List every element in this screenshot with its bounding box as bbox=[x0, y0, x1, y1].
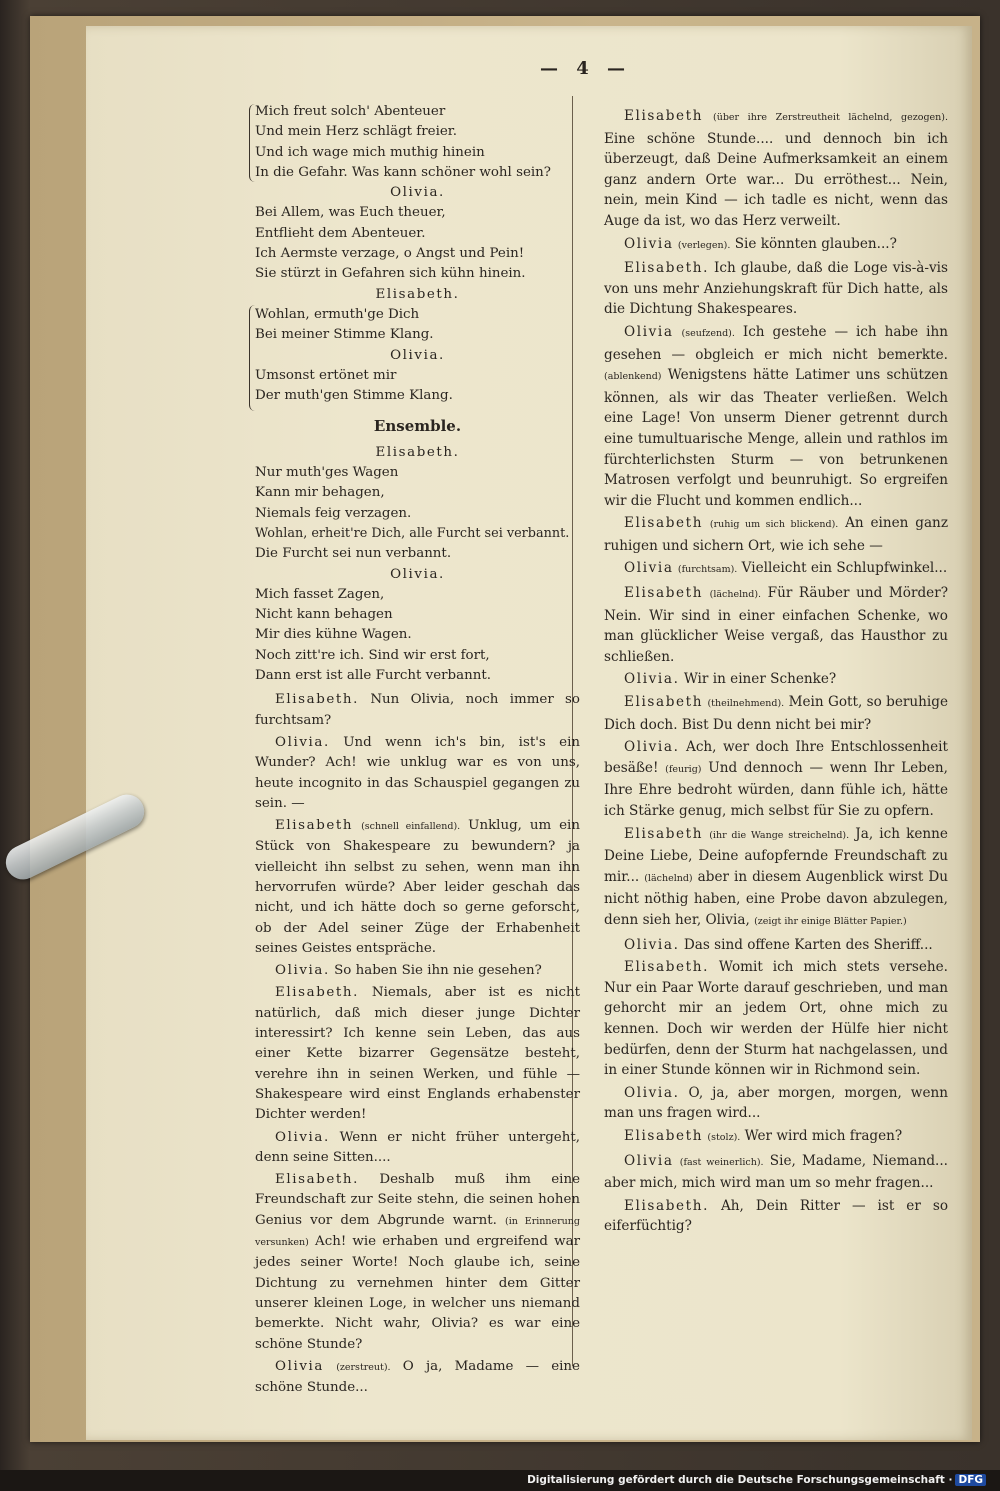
dialogue-text: Nun Olivia, noch immer so furchtsam? bbox=[255, 692, 580, 728]
dialogue-text: Eine schöne Stunde.... und dennoch bin ich überzeugt, daß Deine Aufmerksamkeit an einem ganz andern Orte war... Du erröthest... Nein, nein, mein Kind — ich tadle es nicht, wenn das Auge da ist, wo das Herz verweilt. bbox=[604, 130, 948, 229]
dialogue-paragraph bbox=[604, 692, 948, 735]
stage-direction: (lächelnd). bbox=[709, 589, 762, 601]
stage-direction: (ihr die Wange streichelnd). bbox=[709, 829, 850, 841]
dialogue-paragraph bbox=[255, 1170, 580, 1355]
page-number: — 4 — bbox=[540, 58, 632, 79]
dialogue-text: O ja, Madame — eine schöne Stunde... bbox=[255, 1358, 580, 1396]
speaker-name: Olivia bbox=[624, 323, 674, 340]
verse-line: Mir dies kühne Wagen. bbox=[255, 627, 412, 643]
dialogue-text: Und wenn ich's bin, ist's ein Wunder? Ach! wie unklug war es von uns, heute incognito in das Schauspiel gegangen zu sein. — bbox=[255, 734, 580, 811]
stage-direction: (seufzend). bbox=[681, 327, 735, 339]
dialogue-text: Ja, ich kenne Deine Liebe, Deine aufopfernde Freundschaft zu mir... bbox=[604, 825, 948, 885]
verse-line: In die Gefahr. Was kann schöner wohl sein? bbox=[255, 164, 551, 180]
dialogue-paragraph bbox=[604, 1151, 948, 1194]
stage-direction: (verlegen). bbox=[677, 239, 731, 251]
stage-direction: (stolz). bbox=[707, 1131, 741, 1143]
dialogue-text: Vielleicht ein Schlupfwinkel... bbox=[741, 560, 948, 577]
stage-direction: (in Erinnerung versunken) bbox=[255, 1215, 580, 1249]
stage-direction: (schnell einfallend). bbox=[361, 821, 461, 833]
dialogue-paragraph bbox=[604, 669, 948, 690]
dialogue-paragraph bbox=[604, 322, 948, 511]
speaker-name: Olivia. bbox=[624, 739, 680, 756]
verse-line: Mich fasset Zagen, bbox=[255, 586, 385, 602]
right-column bbox=[604, 106, 948, 1239]
verse-line: Noch zitt're ich. Sind wir erst fort, bbox=[255, 647, 490, 663]
speaker-name: Olivia. bbox=[275, 734, 330, 750]
dialogue-paragraph bbox=[604, 935, 948, 956]
speaker-name: Elisabeth bbox=[624, 585, 704, 602]
dialogue-text: Ich gestehe — ich habe ihn gesehen — obgleich er mich nicht bemerkte. bbox=[604, 323, 948, 363]
section-heading: Ensemble. bbox=[373, 417, 462, 436]
stage-direction: (ablenkend) bbox=[604, 371, 662, 383]
speaker-name: Olivia. bbox=[275, 1129, 330, 1145]
speaker-name: Olivia bbox=[624, 1152, 674, 1169]
speaker-name: Olivia. bbox=[390, 347, 445, 363]
dialogue-paragraph bbox=[604, 583, 948, 667]
verse-block bbox=[255, 285, 580, 407]
verse-line: Kann mir behagen, bbox=[255, 485, 385, 501]
verse-block bbox=[255, 102, 580, 285]
speaker-name: Elisabeth. bbox=[275, 692, 359, 708]
speaker-name: Olivia bbox=[275, 1358, 324, 1374]
verse-line: Umsonst ertönet mir bbox=[255, 367, 397, 383]
speaker-name: Olivia. bbox=[624, 1084, 680, 1101]
speaker-name: Elisabeth. bbox=[375, 286, 460, 302]
dialogue-text: Sie könnten glauben...? bbox=[734, 235, 897, 252]
dialogue-text: Und dennoch — wenn Ihr Leben, Ihre Ehre bedroht würden, dann fühle ich, hätte ich Stärke genug, mich selbst für Sie zu opfern. bbox=[604, 759, 948, 819]
verse-line: Und mein Herz schlägt freier. bbox=[255, 124, 457, 140]
verse-line: Sie stürzt in Gefahren sich kühn hinein. bbox=[255, 266, 526, 282]
dialogue-paragraph bbox=[604, 558, 948, 581]
dialogue-paragraph bbox=[604, 234, 948, 257]
dialogue-text: Mein Gott, so beruhige Dich doch. Bist Du denn nicht bei mir? bbox=[604, 694, 948, 733]
dialogue-text: Sie, Madame, Niemand... aber mich, mich wird man um so mehr fragen... bbox=[604, 1152, 948, 1192]
dialogue-text: O, ja, aber morgen, morgen, wenn man uns fragen wird... bbox=[604, 1084, 948, 1122]
dialogue-paragraph bbox=[604, 737, 948, 821]
speaker-name: Olivia bbox=[624, 560, 674, 577]
verse-line: Ich Aermste verzage, o Angst und Pein! bbox=[255, 246, 525, 262]
dialogue-paragraph bbox=[604, 957, 948, 1081]
verse-line: Entflieht dem Abenteuer. bbox=[255, 225, 426, 241]
dfg-logo: DFG bbox=[955, 1474, 986, 1486]
speaker-name: Elisabeth. bbox=[275, 985, 359, 1001]
left-column bbox=[255, 102, 580, 1400]
verse-line: Bei Allem, was Euch theuer, bbox=[255, 205, 446, 221]
dialogue-paragraph bbox=[604, 513, 948, 556]
speaker-name: Elisabeth. bbox=[624, 959, 709, 976]
stage-direction: (zerstreut). bbox=[336, 1361, 391, 1373]
dialogue-text: Wenn er nicht früher untergeht, denn seine Sitten.... bbox=[255, 1129, 580, 1165]
speaker-name: Elisabeth. bbox=[624, 260, 709, 277]
verse-line: Niemals feig verzagen. bbox=[255, 505, 412, 521]
verse-line: Wohlan, ermuth'ge Dich bbox=[255, 306, 420, 322]
verse-line: Und ich wage mich muthig hinein bbox=[255, 144, 485, 160]
stage-direction: (ruhig um sich blickend). bbox=[709, 519, 839, 531]
stage-direction: (theilnehmend). bbox=[707, 698, 785, 710]
stage-direction: (feurig) bbox=[665, 763, 702, 775]
stage-direction: (furchtsam). bbox=[677, 564, 738, 576]
dialogue-text: Ich glaube, daß die Loge vis-à-vis von uns mehr Anziehungskraft für Dich hatte, als die Dichtung Shakespeares. bbox=[604, 260, 948, 318]
speaker-name: Olivia bbox=[624, 235, 674, 252]
verse-line: Nicht kann behagen bbox=[255, 607, 393, 623]
dialogue-paragraph bbox=[604, 106, 948, 232]
dialogue-text: aber in diesem Augenblick wirst Du nicht nöthig haben, eine Probe davon abzulegen, denn sieh her, Olivia, bbox=[604, 868, 948, 928]
dialogue-text: Für Räuber und Mörder? Nein. Wir sind in einer einfachen Schenke, wo man glücklicher Weise vergaß, das Hausthor zu schließen. bbox=[604, 585, 948, 665]
dialogue-text: An einen ganz ruhigen und sichern Ort, wie ich sehe — bbox=[604, 515, 948, 554]
verse-line: Bei meiner Stimme Klang. bbox=[255, 327, 434, 343]
credit-text: Digitalisierung gefördert durch die Deutsche Forschungsgemeinschaft · bbox=[527, 1474, 953, 1486]
stage-direction: (fast weinerlich). bbox=[679, 1156, 764, 1168]
stage-direction: (über ihre Zerstreutheit lächelnd, gezogen). bbox=[713, 112, 948, 123]
speaker-name: Elisabeth. bbox=[624, 1197, 709, 1214]
speaker-name: Olivia. bbox=[390, 185, 445, 201]
dialogue-text: Wir in einer Schenke? bbox=[683, 671, 837, 688]
speaker-name: Elisabeth bbox=[624, 825, 704, 842]
dialogue-text: Wer wird mich fragen? bbox=[744, 1127, 903, 1144]
verse-line: Die Furcht sei nun verbannt. bbox=[255, 546, 452, 562]
dialogue-text: Womit ich mich stets versehe. Nur ein Paar Worte darauf geschrieben, und man gehorcht mir an jedem Ort, ohne mich zu kennen. Doch wir werden der Hülfe hier nicht bedürfen, denn der Sturm hat nachgelassen, und in einer Stunde können wir in Richmond sein. bbox=[604, 959, 949, 1079]
speaker-name: Olivia. bbox=[390, 566, 445, 582]
dialogue-paragraph bbox=[604, 1126, 948, 1149]
speaker-name: Elisabeth bbox=[275, 818, 354, 834]
dialogue-paragraph bbox=[604, 1196, 948, 1237]
dialogue-paragraph bbox=[255, 983, 580, 1125]
dialogue-text: Ah, Dein Ritter — ist er so eiferfüchtig? bbox=[604, 1197, 949, 1235]
speaker-name: Elisabeth bbox=[624, 1127, 704, 1144]
verse-line: Der muth'gen Stimme Klang. bbox=[255, 388, 453, 404]
dialogue-text: Deshalb muß ihm eine Freundschaft zur Seite stehn, die seinen hohen Genius vor dem Abgrunde warnt. bbox=[255, 1172, 580, 1228]
speaker-name: Olivia. bbox=[624, 936, 680, 953]
speaker-name: Olivia. bbox=[624, 671, 680, 688]
dialogue-text: Unklug, um ein Stück von Shakespeare zu bewundern? ja vielleicht ihn selbst zu sehen, wenn man ihn hervorrufen würde? Aber leider geschah das nicht, und ich hätte doch so gerne geforscht, ob der Adel seiner Züge der Erhabenheit seines Geistes entspräche. bbox=[255, 818, 580, 956]
dialogue-paragraph bbox=[255, 1357, 580, 1399]
speaker-name: Elisabeth. bbox=[375, 444, 460, 460]
dialogue-paragraph bbox=[255, 816, 580, 959]
dialogue-paragraph bbox=[604, 1083, 948, 1124]
dialogue-text: Ach, wer doch Ihre Entschlossenheit besäße! bbox=[604, 739, 948, 776]
dialogue-text: Ach! wie erhaben und ergreifend war jedes seiner Worte! Noch glaube ich, seine Dichtung zu vernehmen hinter dem Gitter unserer kleinen Loge, in welcher uns niemand bemerkte. Nicht wahr, Olivia? es war eine schöne Stunde? bbox=[255, 1234, 580, 1352]
speaker-name: Elisabeth bbox=[624, 108, 704, 124]
speaker-name: Elisabeth bbox=[624, 515, 704, 532]
verse-line: Dann erst ist alle Furcht verbannt. bbox=[255, 668, 491, 684]
verse-line: Nur muth'ges Wagen bbox=[255, 465, 399, 481]
dialogue-text: So haben Sie ihn nie gesehen? bbox=[334, 963, 542, 979]
dialogue-paragraph bbox=[255, 733, 580, 814]
speaker-name: Elisabeth. bbox=[275, 1172, 359, 1188]
dialogue-text: Wenigstens hätte Latimer uns schützen können, als wir das Theater verließen. Welch eine Lage! Von unserm Diener getrennt durch eine tumultuarische Menge, allein und rathlos im fürchterlichsten Sturm — von betrunkenen Matrosen verfolgt und beunruhigt. So ergreifen wir die Flucht und kommen endlich... bbox=[604, 367, 948, 509]
dialogue-paragraph bbox=[255, 690, 580, 731]
dialogue-paragraph bbox=[604, 824, 948, 933]
dialogue-paragraph bbox=[255, 961, 580, 981]
dialogue-text: Das sind offene Karten des Sheriff... bbox=[683, 936, 933, 953]
verse-brace bbox=[249, 305, 255, 411]
dialogue-paragraph bbox=[604, 258, 948, 320]
dialogue-paragraph bbox=[255, 1128, 580, 1169]
speaker-name: Elisabeth bbox=[624, 694, 704, 711]
verse-brace bbox=[249, 104, 255, 182]
speaker-name: Olivia. bbox=[275, 963, 330, 979]
verse-line: Mich freut solch' Abenteuer bbox=[255, 104, 446, 119]
digitization-credit bbox=[527, 1474, 986, 1486]
stage-direction: (zeigt ihr einige Blätter Papier.) bbox=[754, 915, 907, 927]
stage-direction: (lächelnd) bbox=[644, 872, 693, 884]
verse-line: Wohlan, erheit're Dich, alle Furcht sei verbannt. bbox=[255, 525, 570, 541]
dialogue-text: Niemals, aber ist es nicht natürlich, daß mich dieser junge Dichter interessirt? Ich kenne sein Leben, das aus einer Kette bizarrer Gegensätze besteht, verehre ihn in seinen Werken, und fühle — Shakespeare wird einst Englands erhabenster Dichter werden! bbox=[255, 985, 581, 1123]
